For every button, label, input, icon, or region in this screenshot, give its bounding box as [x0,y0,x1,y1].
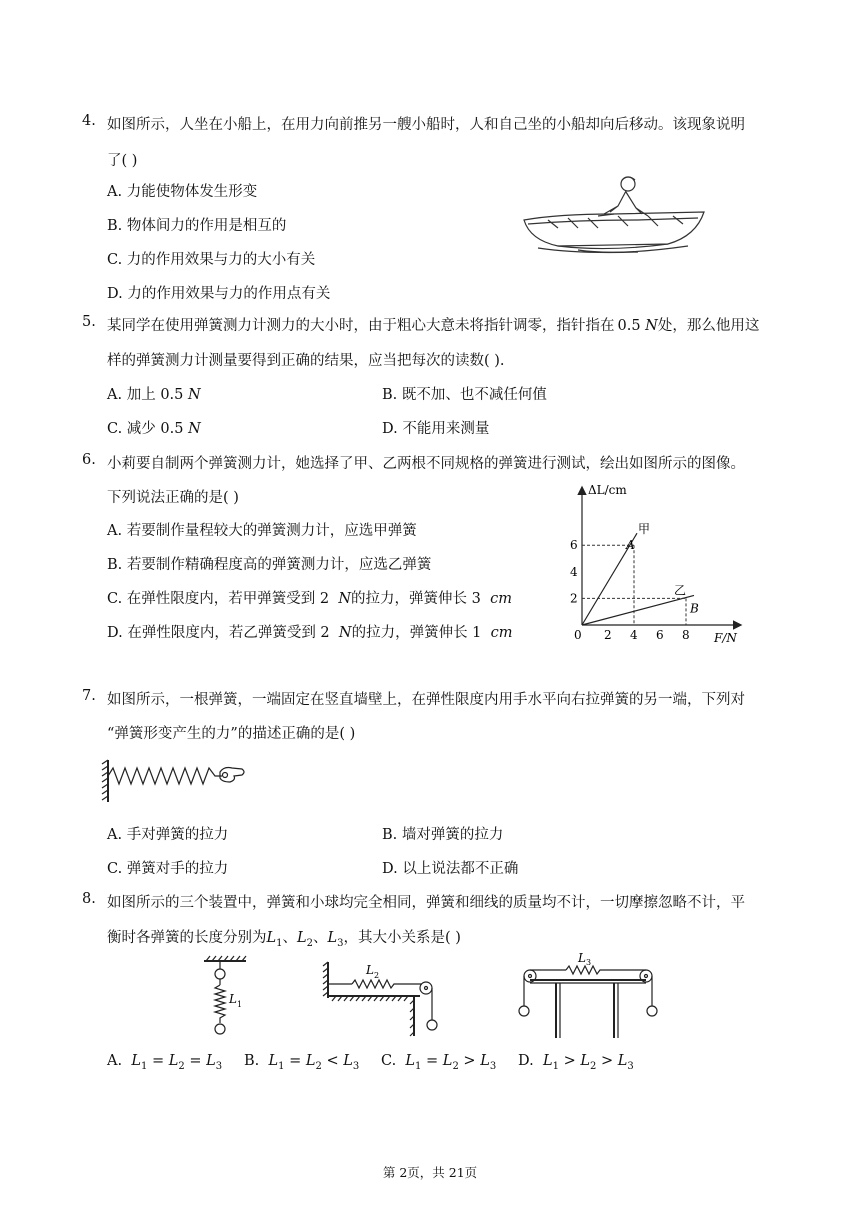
q8-d-rel2: > [600,1053,614,1069]
q5-option-a-unit: N [187,387,201,403]
q8-option-d [518,1053,634,1072]
q6-option-b: B. 若要制作精确程度高的弹簧测力计，应选乙弹簧 [107,557,432,573]
spring-extension-chart [560,480,750,650]
q8-stem-line1: 如图所示的三个装置中，弹簧和小球均完全相同，弹簧和细线的质量均不计，一切摩擦忽略不计，平 [107,895,745,911]
q8-c-l3-sub: 3 [489,1060,497,1072]
q5-stem-text-d: 处，那么他用这 [657,318,760,334]
q5-option-a-value: 0.5 [160,387,184,403]
q8-option-b [244,1053,359,1072]
q8-a-rel2: = [189,1053,202,1069]
q6-option-d-text1: D. 在弹性限度内，若乙弹簧受到 2 [107,625,330,641]
q8-d-l1-sub: 1 [552,1060,559,1072]
q8-a-l1-sub: 1 [140,1060,148,1072]
q4-stem-line1: 如图所示，人坐在小船上，在用力向前推另一艘小船时，人和自己坐的小船却向后移动。该现象说明 [107,117,745,133]
q8-l1-sub: 1 [276,937,283,949]
q8-a-l3-sub: 3 [215,1060,223,1072]
q7-option-d: D. 以上说法都不正确 [382,861,519,877]
q5-stem-line2: 样的弹簧测力计测量要得到正确的结果，应当把每次的读数( ). [107,353,505,369]
q6-option-d-unit1: N [338,625,352,641]
q8-stem-text-b: ，其大小关系是( ) [343,930,461,946]
chart-y-label: ΔL/cm [588,483,627,497]
q8-c-l3: L [480,1053,490,1069]
q8-a-l1: L [131,1053,141,1069]
q8-c-l1-sub: 1 [415,1060,422,1072]
q5-option-c-text: C. 减少 [107,421,156,437]
q8-b-l1: L [268,1053,279,1069]
q8-d-l2-sub: 2 [589,1060,597,1072]
q8-c-l2: L [442,1053,453,1069]
q6-option-c-unit1: N [338,591,352,607]
q8-a-l2-sub: 2 [178,1060,185,1072]
q8-option-c-letter: C. [381,1053,397,1069]
x-tick-label-0: 0 [574,628,582,642]
point-label-A: A [626,538,635,553]
q4-number: 4. [82,113,96,129]
q6-option-c-unit2: cm [490,591,512,607]
q8-b-l1-sub: 1 [278,1060,285,1072]
q4-option-d: D. 力的作用效果与力的作用点有关 [107,286,331,302]
q8-l1-symbol: L [266,930,277,946]
q5-option-c-value: 0.5 [160,421,184,437]
q6-option-d-text2: 的拉力，弹簧伸长 1 [351,625,482,641]
q6-option-c-text2: 的拉力，弹簧伸长 3 [351,591,481,607]
q8-a-l3: L [206,1053,216,1069]
q5-stem-unit: N [645,318,658,334]
q5-option-a-text: A. 加上 [107,387,156,403]
y-tick-label-4: 4 [570,564,578,579]
q8-sep-1: 、 [282,930,298,946]
q8-b-rel1: = [289,1053,302,1069]
q7-number: 7. [82,688,96,704]
device-3-label-symbol: L [578,951,586,965]
q6-option-c [107,587,512,608]
q8-option-b-letter: B. [244,1053,260,1069]
q6-option-d-unit2: cm [490,625,513,641]
chart-x-label: F/N [714,631,737,645]
q6-stem-line2: 下列说法正确的是( ) [107,490,239,506]
boat-illustration [518,174,708,256]
q6-stem-line1: 小莉要自制两个弹簧测力计，她选择了甲、乙两根不同规格的弹簧进行测试，绘出如图所示的图像。 [107,456,745,472]
q8-option-a-letter: A. [107,1053,123,1069]
q7-stem-line1: 如图所示，一根弹簧，一端固定在竖直墙壁上，在弹性限度内用手水平向右拉弹簧的另一端，下列对 [107,692,745,708]
q5-number: 5. [82,314,96,330]
q6-option-c-text1: C. 在弹性限度内，若甲弹簧受到 2 [107,591,330,607]
device-2-label-sub: 2 [374,971,380,980]
q8-c-l2-sub: 2 [452,1060,459,1072]
q8-d-l2: L [580,1053,590,1069]
q8-stem-text-a: 衡时各弹簧的长度分别为 [107,930,267,946]
q8-option-d-letter: D. [518,1053,534,1069]
device-2-label-symbol: L [366,963,374,977]
y-tick-label-2: 2 [570,591,578,606]
q5-stem-line1 [107,314,759,335]
q8-l3-sub: 3 [337,937,344,949]
q8-option-a [107,1053,222,1072]
page-footer: 第 2页，共 21页 [382,1165,478,1180]
q8-d-rel1: > [563,1053,576,1069]
spring-wall-hand-figure [100,756,250,806]
series-line-yi [582,595,694,625]
q8-number: 8. [82,891,96,907]
q7-option-c: C. 弹簧对手的拉力 [107,861,229,877]
q8-b-l3-sub: 3 [352,1060,360,1072]
device-3-table-pulleys [510,950,660,1042]
q7-option-a: A. 手对弹簧的拉力 [107,827,229,843]
q4-option-a: A. 力能使物体发生形变 [107,184,258,200]
point-label-B: B [690,601,699,616]
x-tick-label-4: 4 [630,628,638,642]
q7-stem-line2: “弹簧形变产生的力”的描述正确的是( ) [107,726,356,742]
q4-option-c: C. 力的作用效果与力的大小有关 [107,252,316,268]
series-name-jia: 甲 [638,522,651,537]
device-2-pulley-spring [322,958,442,1038]
q8-b-l2-sub: 2 [315,1060,322,1072]
q8-sep-2: 、 [313,930,328,946]
q8-c-rel2: > [463,1053,476,1069]
q6-option-d [107,621,513,642]
y-tick-label-6: 6 [570,538,578,553]
q4-option-b: B. 物体间力的作用是相互的 [107,218,287,234]
q8-b-rel2: < [326,1053,339,1069]
q8-l2-symbol: L [297,930,307,946]
q6-number: 6. [82,452,96,468]
q8-a-rel1: = [151,1053,165,1069]
q8-stem-line2 [107,926,461,949]
q8-a-l2: L [168,1053,179,1069]
device-1-label-symbol: L [229,992,237,1006]
q8-d-l1: L [542,1053,553,1069]
device-1-hanging-spring [200,955,250,1040]
x-tick-label-2: 2 [604,628,612,642]
q5-stem-text-a: 某同学在使用弹簧测力计测力的大小时，由于粗心大意未将指针调零，指针指在 [107,318,615,334]
q8-c-rel1: = [426,1053,439,1069]
q5-stem-value: 0.5 [617,318,641,334]
x-tick-label-8: 8 [682,628,690,642]
q5-option-d: D. 不能用来测量 [382,421,490,437]
q6-option-a: A. 若要制作量程较大的弹簧测力计，应选甲弹簧 [107,523,417,539]
q8-option-c [381,1053,496,1072]
q7-option-b: B. 墙对弹簧的拉力 [382,827,504,843]
q5-option-c-unit: N [188,421,201,437]
q8-b-l2: L [305,1053,316,1069]
q8-l3-symbol: L [327,930,338,946]
device-1-label-sub: 1 [237,1000,243,1009]
q8-c-l1: L [405,1053,416,1069]
q8-l2-sub: 2 [306,937,314,949]
q8-d-l3-sub: 3 [627,1060,634,1072]
device-3-label-sub: 3 [586,958,592,967]
q5-option-c [107,417,201,438]
q5-option-a [107,383,201,404]
q5-option-b: B. 既不加、也不减任何值 [382,387,547,403]
series-name-yi: 乙 [674,583,687,598]
q8-b-l3: L [343,1053,353,1069]
x-tick-label-6: 6 [656,628,664,642]
q8-d-l3: L [617,1053,628,1069]
q4-stem-line2: 了( ) [107,153,138,169]
